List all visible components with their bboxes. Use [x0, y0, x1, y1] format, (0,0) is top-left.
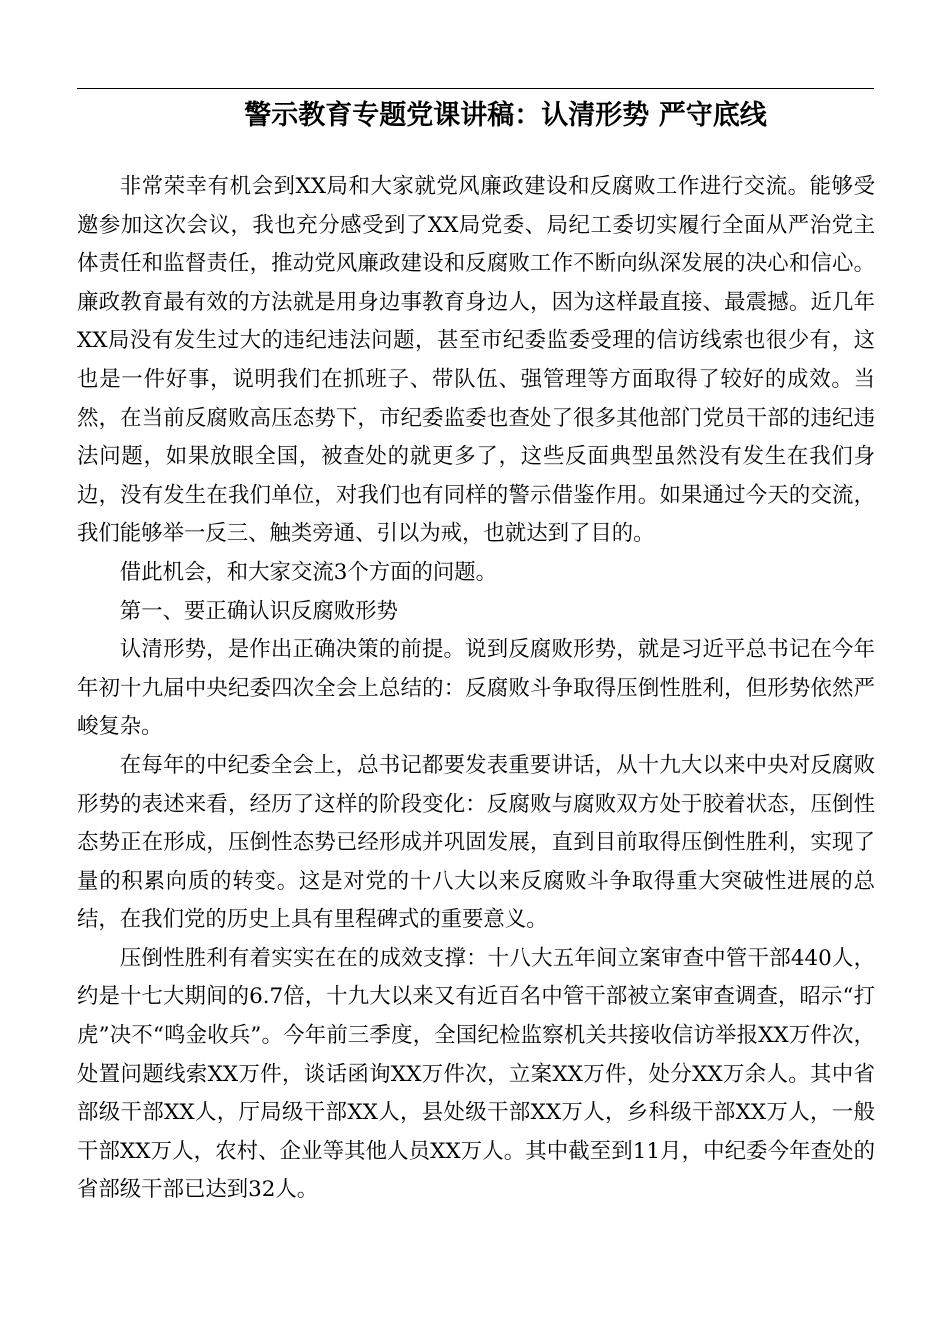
section-heading-first: 第一、要正确认识反腐败形势: [119, 598, 398, 624]
paragraph-results: 压倒性胜利有着实实在在的成效支撑：十八大五年间立案审查中管干部440人，约是十七大期间的6.7倍，十九大以来又有近百名中管干部被立案审查调查，昭示“打虎”决不“鸣金收兵”。今年前三季度，全国纪检监察机关共接收信访举报XX万件次，处置问题线索XX万件，谈话函询XX万件次，立案XX万件，处分XX万余人。其中省部级干部XX人，厅局级干部XX人，县处级干部XX万人，乡科级干部XX万人，一般干部XX万人，农村、企业等其他人员XX万人。其中截至到11月，中纪委今年查处的省部级干部已达到32人。: [77, 945, 875, 1203]
paragraph-topics: 借此机会，和大家交流3个方面的问题。: [119, 559, 498, 585]
paragraph-intro: 非常荣幸有机会到XX局和大家就党风廉政建设和反腐败工作进行交流。能够受邀参加这次会议，我也充分感受到了XX局党委、局纪工委切实履行全面从严治党主体责任和监督责任，推动党风廉政建设和反腐败工作不断向纵深发展的决心和信心。廉政教育最有效的方法就是用身边事教育身边人，因为这样最直接、最震撼。近几年XX局没有发生过大的违纪违法问题，甚至市纪委监委受理的信访线索也很少有，这也是一件好事，说明我们在抓班子、带队伍、强管理等方面取得了较好的成效。当然，在当前反腐败高压态势下，市纪委监委也查处了很多其他部门党员干部的违纪违法问题，如果放眼全国，被查处的就更多了，这些反面典型虽然没有发生在我们身边，没有发生在我们单位，对我们也有同样的警示借鉴作用。如果通过今天的交流，我们能够举一反三、触类旁通、引以为戒，也就达到了目的。: [77, 174, 875, 547]
document-title: 警示教育专题党课讲稿：认清形势 严守底线: [244, 100, 767, 131]
header-rule: [77, 88, 874, 89]
paragraph-stages: 在每年的中纪委全会上，总书记都要发表重要讲话，从十九大以来中央对反腐败形势的表述来看，经历了这样的阶段变化：反腐败与腐败双方处于胶着状态，压倒性态势正在形成，压倒性态势已经形成并巩固发展，直到目前取得压倒性胜利，实现了量的积累向质的转变。这是对党的十八大以来反腐败斗争取得重大突破性进展的总结，在我们党的历史上具有里程碑式的重要意义。: [77, 752, 875, 933]
paragraph-situation: 认清形势，是作出正确决策的前提。说到反腐败形势，就是习近平总书记在今年年初十九届中央纪委四次全会上总结的：反腐败斗争取得压倒性胜利，但形势依然严峻复杂。: [77, 637, 875, 740]
document-body: [77, 168, 875, 1210]
